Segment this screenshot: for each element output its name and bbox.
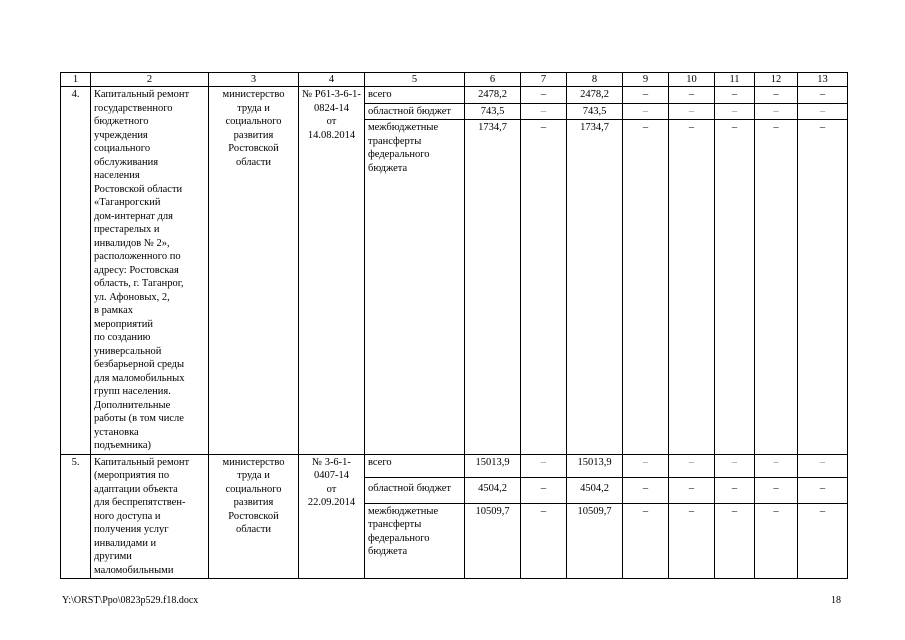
- header-cell: 5: [365, 73, 465, 87]
- source-label: межбюджетные трансферты федерального бюджета: [368, 505, 439, 557]
- value-cell: –: [731, 122, 738, 133]
- value-cell: 15013,9: [567, 455, 622, 478]
- value-column-9: [623, 454, 669, 579]
- financing-table: [60, 72, 848, 579]
- value-cell: –: [755, 477, 797, 503]
- value-column-13: [798, 454, 848, 579]
- value-column-12: [755, 454, 798, 579]
- value-cell: –: [755, 103, 797, 120]
- value-cell: –: [755, 87, 797, 103]
- value-cell: –: [521, 103, 566, 120]
- value-cell: –: [669, 455, 714, 478]
- value-cell: –: [521, 455, 566, 478]
- value-cell: –: [715, 477, 754, 503]
- header-cell: 8: [567, 73, 623, 87]
- value-column-7: [521, 87, 567, 455]
- value-cell: –: [623, 455, 668, 478]
- value-cell: 10509,7: [577, 505, 612, 517]
- value-cell: –: [715, 455, 754, 478]
- source-label: межбюджетные трансферты федерального бюджета: [368, 122, 439, 174]
- header-row: [61, 73, 848, 87]
- header-cell: 13: [798, 73, 848, 87]
- source-label: всего: [365, 455, 464, 478]
- header-cell: 4: [299, 73, 365, 87]
- value-cell: 2478,2: [465, 87, 520, 103]
- source-label: областной бюджет: [365, 103, 464, 120]
- value-column-7: [521, 454, 567, 579]
- table-row: [61, 87, 848, 455]
- value-column-6: [465, 454, 521, 579]
- value-cell: –: [819, 505, 826, 517]
- value-cell: 743,5: [567, 103, 622, 120]
- header-cell: 6: [465, 73, 521, 87]
- value-column-8: [567, 87, 623, 455]
- value-cell: –: [521, 477, 566, 503]
- header-cell: 3: [209, 73, 299, 87]
- value-cell: –: [715, 87, 754, 103]
- value-cell: –: [669, 103, 714, 120]
- value-cell: –: [688, 505, 695, 517]
- header-cell: 7: [521, 73, 567, 87]
- value-column-12: [755, 87, 798, 455]
- value-cell: –: [819, 122, 826, 133]
- value-cell: –: [773, 505, 779, 517]
- value-cell: 4504,2: [567, 477, 622, 503]
- value-cell: –: [773, 122, 779, 133]
- value-cell: –: [642, 122, 649, 133]
- object-name: Капитальный ремонт (мероприятия по адаптации объекта для беспрепятствен- ного доступа и получения услуг инвалидами и другими маломобильными: [91, 454, 209, 579]
- source-column: [365, 87, 465, 455]
- value-column-6: [465, 87, 521, 455]
- value-cell: 10509,7: [475, 505, 510, 517]
- value-cell: –: [521, 87, 566, 103]
- value-cell: 1734,7: [478, 122, 507, 133]
- value-cell: –: [798, 103, 847, 120]
- document-cell: № 3-6-1- 0407-14 от 22.09.2014: [299, 454, 365, 579]
- value-cell: 2478,2: [567, 87, 622, 103]
- row-number: 5.: [61, 454, 91, 579]
- value-column-10: [669, 87, 715, 455]
- header-cell: 11: [715, 73, 755, 87]
- row-number: 4.: [61, 87, 91, 455]
- value-cell: –: [715, 103, 754, 120]
- value-column-11: [715, 454, 755, 579]
- value-cell: –: [669, 87, 714, 103]
- document-cell: № Р61-3-6-1- 0824-14 от 14.08.2014: [299, 87, 365, 455]
- source-label: всего: [365, 87, 464, 103]
- value-column-9: [623, 87, 669, 455]
- value-cell: –: [540, 122, 547, 133]
- value-cell: 1734,7: [580, 122, 609, 133]
- value-cell: –: [540, 505, 547, 517]
- table-row: [61, 454, 848, 579]
- header-cell: 10: [669, 73, 715, 87]
- source-column: [365, 454, 465, 579]
- header-cell: 2: [91, 73, 209, 87]
- value-cell: –: [755, 455, 797, 478]
- value-cell: –: [688, 122, 695, 133]
- value-cell: –: [669, 477, 714, 503]
- value-cell: –: [798, 455, 847, 478]
- header-cell: 12: [755, 73, 798, 87]
- value-column-10: [669, 454, 715, 579]
- value-cell: –: [623, 87, 668, 103]
- ministry-cell: министерство труда и социального развития Ростовской области: [209, 454, 299, 579]
- file-path-footer: Y:\ORST\Ppo\0823p529.f18.docx: [62, 595, 199, 606]
- value-cell: –: [798, 477, 847, 503]
- ministry-cell: министерство труда и социального развития Ростовской области: [209, 87, 299, 455]
- object-name: Капитальный ремонт государственного бюджетного учреждения социального обслуживания населения Ростовской области «Таганрогский дом-интернат для престарелых и инвалидов № 2», расположенного по адресу: Ростовская область, г. Таганрог, ул. Афоновых, 2, в рамках мероприятий по созданию универсальной безбарьерной среды для маломобильных групп населения. Дополнительные работы (в том числе установка подъемника): [91, 87, 209, 455]
- value-column-13: [798, 87, 848, 455]
- value-cell: –: [623, 477, 668, 503]
- value-cell: –: [642, 505, 649, 517]
- value-column-8: [567, 454, 623, 579]
- value-cell: 4504,2: [465, 477, 520, 503]
- source-label: областной бюджет: [365, 477, 464, 503]
- value-cell: –: [731, 505, 738, 517]
- page-number: 18: [831, 595, 841, 606]
- value-column-11: [715, 87, 755, 455]
- value-cell: –: [798, 87, 847, 103]
- value-cell: 15013,9: [465, 455, 520, 478]
- header-cell: 1: [61, 73, 91, 87]
- header-cell: 9: [623, 73, 669, 87]
- value-cell: –: [623, 103, 668, 120]
- value-cell: 743,5: [465, 103, 520, 120]
